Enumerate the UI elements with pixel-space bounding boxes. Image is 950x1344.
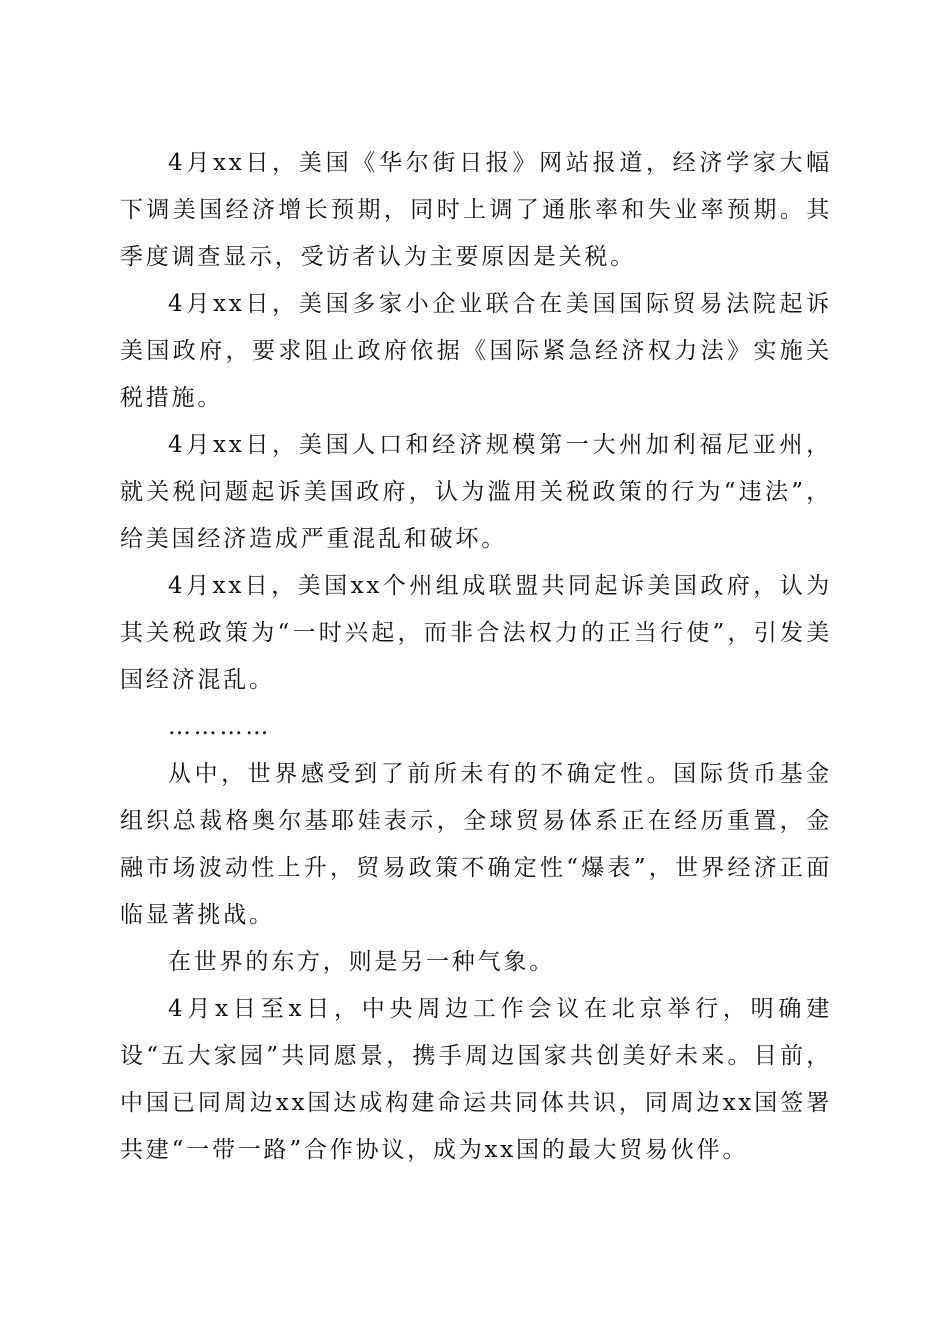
paragraph-east: 在世界的东方，则是另一种气象。 xyxy=(168,949,555,975)
paragraph-states-coalition: 4月xx日，美国xx个州组成联盟共同起诉美国政府，认为其关税政策为“一时兴起，而非合法权力的正当行使”，引发美国经济混乱。 xyxy=(120,573,832,693)
document-body xyxy=(120,140,832,1174)
paragraph-small-business-lawsuit: 4月xx日，美国多家小企业联合在美国国际贸易法院起诉美国政府，要求阻止政府依据《国际紧急经济权力法》实施关税措施。 xyxy=(120,291,832,411)
paragraph-uncertainty: 从中，世界感受到了前所未有的不确定性。国际货币基金组织总裁格奥尔基耶娃表示，全球贸易体系正在经历重置，金融市场波动性上升，贸易政策不确定性“爆表”，世界经济正面临显著挑战。 xyxy=(120,761,832,928)
paragraph-wsj-report: 4月xx日，美国《华尔街日报》网站报道，经济学家大幅下调美国经济增长预期，同时上调了通胀率和失业率预期。其季度调查显示，受访者认为主要原因是关税。 xyxy=(120,150,832,270)
paragraph-ellipsis: ………… xyxy=(168,714,272,740)
paragraph-neighborhood-conference: 4月x日至x日，中央周边工作会议在北京举行，明确建设“五大家园”共同愿景，携手周边国家共创美好未来。目前，中国已同周边xx国达成构建命运共同体共识，同周边xx国签署共建“一带一路”合作协议，成为xx国的最大贸易伙伴。 xyxy=(120,996,832,1163)
paragraph-california-lawsuit: 4月xx日，美国人口和经济规模第一大州加利福尼亚州，就关税问题起诉美国政府，认为滥用关税政策的行为“违法”，给美国经济造成严重混乱和破坏。 xyxy=(120,432,832,552)
